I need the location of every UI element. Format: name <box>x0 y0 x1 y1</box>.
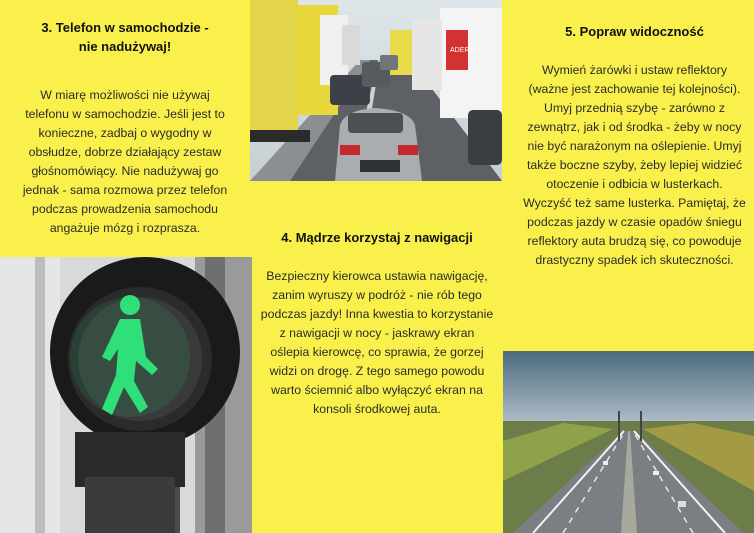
section-4 <box>254 228 500 419</box>
section-3 <box>0 0 250 238</box>
section-4-body: Bezpieczny kierowca ustawia nawigację, zanim wyruszy w podróż - nie rób tego podczas jazdy! Inna kwestia to korzystanie z nawigacji w nocy - jaskrawy ekran oślepia kierowcę, co sprawia, że gorzej widzi on drogę. Z tego samego powodu warto ściemnić albo wyłączyć ekran na konsoli środkowej auta. <box>260 269 494 416</box>
truck-lettering: ADEREN <box>450 47 480 54</box>
traffic-jam-photo <box>250 0 502 181</box>
section-3-body: W miarę możliwości nie używaj telefonu w samochodzie. Jeśli jest to konieczne, zadbaj o wygodny w obsłudze, dobrze działający zestaw głośnomówiący. Nie nadużywaj go jednak - sama rozmowa przez telefon podczas prowadzenia samochodu angażuje mózg i rozprasza. <box>22 88 228 235</box>
section-3-title-line2: nie nadużywaj! <box>78 39 172 54</box>
section-5 <box>515 0 754 270</box>
section-5-title: 5. Popraw widoczność <box>565 24 704 39</box>
highway-photo <box>503 351 754 533</box>
section-3-title-line1: 3. Telefon w samochodzie - <box>41 20 209 35</box>
traffic-light-photo <box>0 257 252 533</box>
section-5-body: Wymień żarówki i ustaw reflektory (ważne jest zachowanie tej kolejności). Umyj przednią szybę - zarówno z zewnątrz, jak i od środka - żeby w nocy nie być narażonym na oślepienie. Umyj także boczne szyby, żeby lepiej widzieć otoczenie i odbicia w lusterkach. Wyczyść też same lusterka. Pamiętaj, że podczas jazdy w czasie opadów śniegu reflektory auta brudzą się, co powoduje drastyczny spadek ich skuteczności. <box>523 63 746 267</box>
section-3-title <box>22 18 228 56</box>
section-4-title: 4. Mądrze korzystaj z nawigacji <box>281 230 473 245</box>
